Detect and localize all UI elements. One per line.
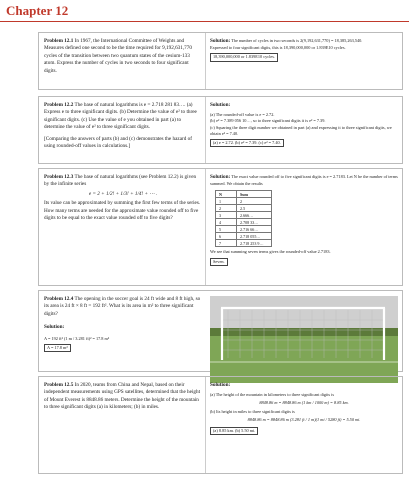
problem-title: Problem 12.4 (44, 296, 74, 302)
solution-part-b: (b) e² = 7.389 056 10…, so to three significant digits it is e² = 7.39. (210, 118, 326, 124)
cell-sum: 2.716 66… (237, 226, 272, 233)
cell-n: 5 (216, 226, 237, 233)
cell-n: 2 (216, 205, 237, 212)
soccer-goal-photo (210, 296, 398, 383)
cell-n: 1 (216, 198, 237, 205)
problem-note: [Comparing the answers of parts (b) and (c) demonstrates the hazard of using rounded-off values in calculations.] (44, 135, 192, 149)
cell-sum: 2.5 (237, 205, 272, 212)
problem-text: The base of natural logarithms is e = 2.718 281 83…. (a) Express e to three significant digits. (b) Determine the value of e² to three significant digits. (c) Use the value of e you obtained in part (a) to determine the value of e² to three significant digits. (44, 102, 197, 131)
problem-text: The opening in the soccer goal is 24 ft wide and 8 ft high, so its area is 24 ft × 8 ft = 192 ft². What is its area in m² to three significant digits? (44, 296, 201, 317)
col-sum-header: Sum (237, 191, 272, 198)
soccer-goal-illustration (210, 296, 398, 383)
cell-sum: 2.666… (237, 212, 272, 219)
solution-label: Solution: (210, 38, 231, 44)
cell-sum: 2.718 253 9… (237, 240, 272, 247)
problem-title: Problem 12.2 (44, 102, 74, 108)
chapter-title: Chapter 12 (6, 3, 69, 18)
table-row (216, 205, 272, 212)
table-row (216, 198, 272, 205)
series-equation: e = 2 + 1/2! + 1/3! + 1/4! + ⋯ . (88, 190, 158, 197)
solution-label: Solution: (210, 382, 231, 388)
problem-title: Problem 12.1 (44, 38, 74, 44)
table-row (216, 226, 272, 233)
answer-box: Seven. (210, 258, 228, 266)
solution-intro: The number of cycles in two seconds is 2(9,192,631,770) = 18,385,263,540. (231, 38, 363, 43)
cell-n: 4 (216, 219, 237, 226)
problem-text: In 2020, teams from China and Nepal, based on their independent measurements using GPS satellites, determined that the height of Mount Everest is 8848.86 meters. Determine the height of the mountain to three significant digits (a) in kilometers; (b) in miles. (44, 382, 201, 411)
problem-text: In 1967, the International Committee of Weights and Measures defined one second to be the time required for 9,192,631,770 cycles of the transition between two quantum states of the cesium-133 atom. Express the number of cycles in two seconds to four significant digits. (44, 38, 192, 74)
col-n-header: N (216, 191, 237, 198)
cell-n: 3 (216, 212, 237, 219)
equation-mi: 8848.86 m = 8848.86 m (3.281 ft / 1 m)(1 mi / 5280 ft) = 5.50 mi. (247, 416, 361, 422)
answer-box: (a) e = 2.72. (b) e² = 7.39. (c) e² = 7.40. (210, 139, 284, 147)
cell-n: 6 (216, 233, 237, 240)
problem-12-1 (38, 32, 403, 90)
table-row (216, 240, 272, 247)
solution-intro: The exact value rounded off to five significant digits is e = 2.7183. Let N be the number of terms summed. We obtain the results (210, 174, 398, 187)
solution-part-c: (c) Squaring the three digit number we obtained in part (a) and expressing it to three significant digits, we obtain e² = 7.40. (210, 124, 392, 136)
chapter-rule (0, 21, 409, 22)
problem-12-3 (38, 168, 403, 286)
table-row (216, 233, 272, 240)
cell-sum: 2.718 055… (237, 233, 272, 240)
solution-label: Solution: (210, 102, 231, 108)
solution-body: Expressed to four significant digits, this is 18,390,000,000 or 1.839E10 cycles. (210, 45, 346, 51)
problem-title: Problem 12.3 (44, 174, 74, 180)
problem-12-5 (38, 376, 403, 474)
problem-12-2 (38, 96, 403, 164)
answer-box: 18,390,000,000 or 1.839E10 cycles. (210, 53, 278, 61)
problem-text-2: Its value can be approximated by summing the first few terms of the series. How many terms are needed for the approximate value rounded off to five digits to be equal to the exact value rounded off to five digits? (44, 200, 201, 221)
equation-km: 8848.86 m = 8848.86 m (1 km / 1000 m) = 8.85 km. (259, 400, 349, 406)
cell-sum: 2.708 33… (237, 219, 272, 226)
table-header-row (216, 191, 272, 198)
table-row (216, 219, 272, 226)
problem-12-4 (38, 290, 403, 372)
solution-part-b: (b) Its height in miles to three significant digits is (210, 408, 295, 414)
solution-label: Solution: (44, 324, 65, 331)
sum-table (215, 190, 272, 247)
problem-text: The base of natural logarithms (see Problem 12.2) is given by the infinite series (44, 174, 197, 188)
cell-n: 7 (216, 240, 237, 247)
answer-box: (a) 8.85 km. (b) 5.50 mi. (210, 427, 258, 435)
answer-box: A = 17.8 m² (44, 344, 71, 352)
conversion-equation: A = 192 ft² (1 m / 3.281 ft)² = 17.8 m² (44, 335, 110, 341)
table-row (216, 212, 272, 219)
solution-part-a: (a) The rounded-off value is e = 2.72. (210, 112, 275, 118)
solution-body: We see that summing seven terms gives the rounded-off value 2.7183. (210, 249, 331, 255)
solution-label: Solution: (210, 174, 231, 180)
cell-sum: 2 (237, 198, 272, 205)
problem-title: Problem 12.5 (44, 382, 74, 388)
solution-part-a: (a) The height of the mountain in kilometers to three significant digits is (210, 392, 335, 398)
